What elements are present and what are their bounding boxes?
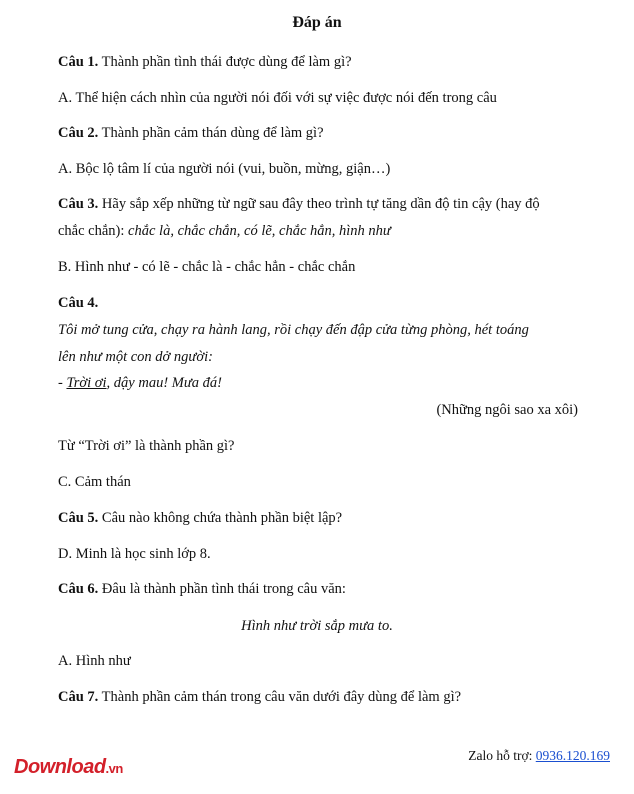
question-6-text: Đâu là thành phần tình thái trong câu văn: [98, 581, 346, 597]
question-7-label: Câu 7. [58, 689, 99, 705]
question-3-line2 [58, 223, 391, 240]
question-7-text: Thành phần cảm thán trong câu văn dưới đây dùng để làm gì? [98, 689, 462, 705]
question-3 [58, 196, 540, 213]
support-phone-link[interactable]: 0936.120.169 [535, 748, 610, 763]
passage-line-1: Tôi mở tung cửa, chạy ra hành lang, rồi chạy đến đập cửa từng phòng, hét toáng [58, 322, 529, 338]
answer-3: B. Hình như - có lẽ - chắc là - chắc hẳn - chắc chắn [58, 259, 356, 275]
question-1 [58, 54, 352, 71]
passage-rest: , dậy mau! Mưa đá! [106, 375, 222, 391]
question-4-label [58, 295, 98, 312]
passage-line-3 [58, 375, 222, 392]
answer-4: C. Cảm thán [58, 474, 131, 490]
question-3-text: Hãy sắp xếp những từ ngữ sau đây theo trình tự tăng dần độ tin cậy (hay độ [98, 196, 540, 212]
passage-line-2: lên như một con dở người: [58, 349, 213, 365]
download-logo [14, 756, 123, 779]
question-5-label: Câu 5. [58, 510, 99, 526]
question-2-label: Câu 2. [58, 125, 99, 141]
question-6-label: Câu 6. [58, 581, 99, 597]
question-3-text2: chắc chắn): [58, 223, 129, 239]
page-title: Đáp án [292, 14, 342, 31]
example-sentence: Hình như trời sắp mưa to. [241, 618, 393, 634]
logo-text: Download [14, 756, 106, 778]
question-4-text: Từ “Trời ơi” là thành phần gì? [58, 438, 235, 454]
question-3-label: Câu 3. [58, 196, 99, 212]
question-2 [58, 125, 324, 142]
passage-underlined: Trời ơi [66, 375, 107, 391]
answer-6: A. Hình như [58, 653, 131, 669]
question-5 [58, 510, 342, 527]
question-5-text: Câu nào không chứa thành phần biệt lập? [98, 510, 343, 526]
question-7 [58, 689, 461, 706]
question-2-text: Thành phần cảm thán dùng để làm gì? [98, 125, 324, 141]
question-3-options: chắc là, chắc chắn, có lẽ, chắc hẳn, hình như [128, 223, 391, 239]
support-label: Zalo hỗ trợ: [468, 748, 536, 763]
answer-1: A. Thể hiện cách nhìn của người nói đối với sự việc được nói đến trong câu [58, 90, 497, 106]
question-4-label-text: Câu 4. [58, 295, 99, 311]
zalo-support [468, 748, 610, 764]
question-6 [58, 581, 346, 598]
logo-suffix: .vn [105, 761, 123, 776]
passage-source: (Những ngôi sao xa xôi) [436, 402, 578, 418]
passage-dash: - [58, 375, 67, 391]
answer-2: A. Bộc lộ tâm lí của người nói (vui, buồn, mừng, giận…) [58, 161, 391, 177]
answer-5: D. Minh là học sinh lớp 8. [58, 546, 211, 562]
question-1-text: Thành phần tình thái được dùng để làm gì? [98, 54, 352, 70]
question-1-label: Câu 1. [58, 54, 99, 70]
